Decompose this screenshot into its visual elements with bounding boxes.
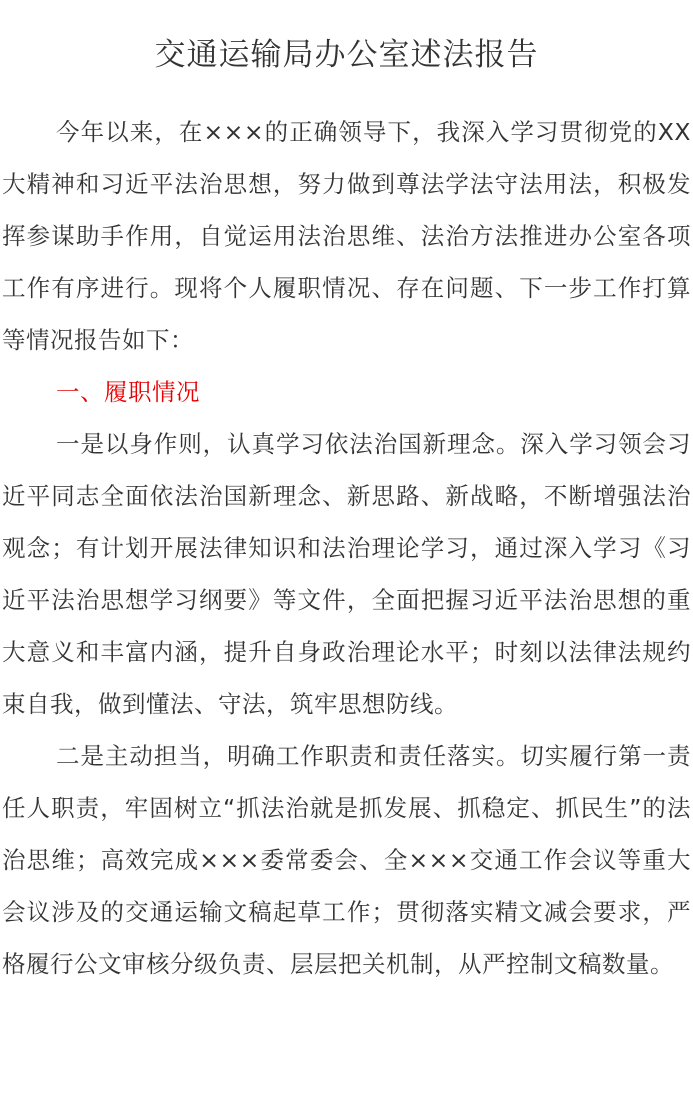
section-heading: 一、履职情况 [56,378,201,406]
section-paragraph-2: 二是主动担当，明确工作职责和责任落实。切实履行第一责任人职责，牢固树立“抓法治就是抓发展、抓稳定、抓民生”的法治思维；高效完成×××委常委会、全×××交通工作会议等重大会议涉及的交通运输文稿起草工作；贯彻落实精文减会要求，严格履行公文审核分级负责、层层把关机制，从严控制文稿数量。 [2,742,691,978]
section-paragraph-1: 一是以身作则，认真学习依法治国新理念。深入学习领会习近平同志全面依法治国新理念、新思路、新战略，不断增强法治观念；有计划开展法律知识和法治理论学习，通过深入学习《习近平法治思想学习纲要》等文件，全面把握习近平法治思想的重大意义和丰富内涵，提升自身政治理论水平；时刻以法律法规约束自我，做到懂法、守法，筑牢思想防线。 [2,430,691,718]
document-body [0,106,693,990]
intro-paragraph: 今年以来，在×××的正确领导下，我深入学习贯彻党的XX 大精神和习近平法治思想，努力做到尊法学法守法用法，积极发挥参谋助手作用，自觉运用法治思维、法治方法推进办公室各项工作有序进行。现将个人履职情况、存在问题、下一步工作打算等情况报告如下： [2,118,691,354]
page-title: 交通运输局办公室述法报告 [154,37,539,73]
